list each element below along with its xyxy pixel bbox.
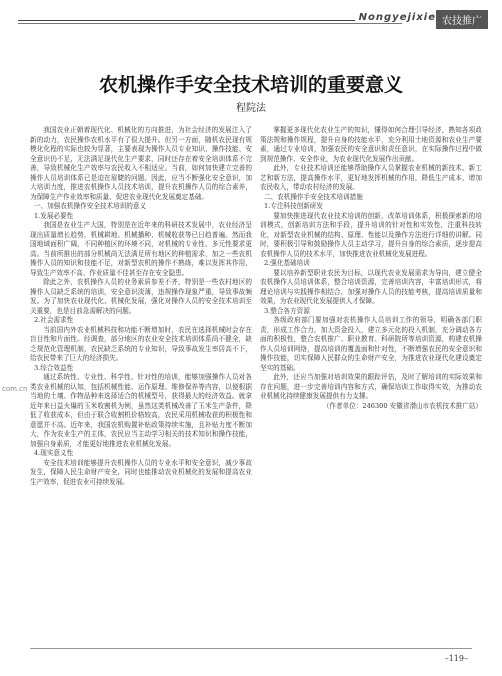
right-column-heading: 2.强化基础培训: [263, 259, 310, 267]
side-watermark: com.cn: [2, 385, 28, 393]
left-column-paragraph: 我国农业正朝着现代化、机械化的方向推进，为社会经济的发展注入了新的动力，农民操作农机水平有了很大提升。但另一方面，随机农民现有规模化化程的实际也较为显著，主要表现为操作人员专业知识、操作技能、安全意识仍不足，无法满足现代化生产要求，同时还存在着安全培训体系不完善，导致机械化生产效率与农民收入不相适应。当前，如何加快建立完善的操作人员培训体系已是迫在眉睫的问题。因此，应当不断强化安全意识，加大培训力度，推进农机操作人员技术培训，提升农机操作人员的综合素养，为保障生产作业效率和质量、促进农业现代化发展奠定基础。: [30, 126, 252, 201]
section-badge: 农技推广: [436, 10, 488, 29]
header-rule: [18, 20, 402, 21]
page-number: –119–: [444, 654, 468, 663]
left-column-heading: 3.综合效益性: [33, 363, 74, 372]
left-column-paragraph: 我国是农业生产大国，特别是在近年来的科研技术发展中，农业经济呈现出质量增长趋势，机械耕地、机械播种、机械收获等已日趋普遍。然而我国地域面积广阔，不同种植区的环境不同，对机械的专业性、多元性要求更高。当前所推出的部分机械尚无法满足所有地区的种植需求，加之一些农机操作人员的知识和技能不足，对新型农机的操作不熟练，难以发挥其作用，导致生产效率不高、作业质量不佳甚至存在安全隐患。: [30, 221, 252, 277]
page-header: [0, 12, 502, 36]
left-column-heading: 1.发展必要性: [33, 211, 74, 220]
right-column-paragraph: 掌握更多现代化农业生产的知识，懂得如何合理引导经济，熟知各项政策法规和操作规程，提升自身的技能水平，充分利用土地资源和农业生产要素，通过专业培训，加强农民的安全意识和责任意识，在实际操作过程中做到规范操作、安全作业，为农业现代化发展作出贡献。: [260, 126, 482, 163]
article-author: 程院法: [236, 103, 266, 114]
left-column: [30, 126, 252, 487]
right-column-heading: 3.整合各方资源: [263, 306, 310, 315]
right-column-paragraph: 各级政府部门要加强对农机操作人员培训工作的领导，明确各部门职责，形成工作合力，加大资金投入，建立多元化的投入机制，充分调动各方面的积极性，整合农机推广、职业教育、科研院所等培训资源，构建农机操作人员培训网络，提高培训的覆盖面和针对性，不断增强农民的安全意识和操作技能，切实保障人民群众的生命财产安全，为推进农业现代化建设奠定坚实的基础。: [260, 316, 482, 372]
right-column-paragraph: 此外，还应当加强对培训效果的跟踪评估，及时了解培训的实际效果和存在问题，进一步完善培训内容和方式，确保培训工作取得实效，为推动农业机械化持续健康发展提供有力支撑。: [260, 373, 482, 400]
journal-name: Nongyejixie: [355, 12, 440, 23]
right-column-paragraph: 要加快推进现代农业技术培训的创新，改革培训体系，积极探索新的培训模式，创新培训方法和手段，提升培训的针对性和实效性，注重科技转化，对新型农业机械的结构、原理、性能以及操作方法进行详细的讲解。同时，要积极引导和鼓励操作人员主动学习，提升自身的综合素质，逐步提高农机操作人员的技术水平，加快推进农业机械化发展进程。: [260, 211, 482, 258]
left-column-heading: 4.现实意义性: [33, 449, 74, 457]
right-column-heading: 1.专注科技创新研发: [263, 202, 323, 210]
right-column: [260, 126, 482, 411]
left-column-paragraph: 安全技术培训能够提升农机操作人员的专业水平和安全意识，减少事故发生，保障人民生命财产安全，同时也能推动农业机械化的发展和提高农业生产效率，促进农业可持续发展。: [30, 458, 252, 486]
right-column-paragraph: 要以培养新型职业农民为目标，以现代农业发展需求为导向，建立健全农机操作人员培训体系，整合培训资源，完善培训内容，丰富培训形式，将理论培训与实践操作相结合，加强对操作人员的技能考核，提高培训质量和效果，为农业现代化发展提供人才保障。: [260, 268, 482, 305]
footer-rule: [30, 648, 472, 649]
left-column-paragraph: 除此之外，农机操作人员的业务素质参差不齐，特别是一些农村地区的操作人员缺乏系统的培训，安全意识淡薄，违规操作现象严重，导致事故频发。为了加快农业现代化、机械化发展，强化对操作人员的安全技术培训至关重要，也是目前急需解决的问题。: [30, 278, 252, 315]
right-column-heading: 二、农机操作手安全技术培训措施: [263, 192, 363, 201]
right-column-paragraph: 此外，专业技术培训还能够帮助操作人员掌握农业机械的新技术、新工艺和新方法，提高操作水平，更好地发挥机械的作用，降低生产成本，增加农民收入，带动农村经济的发展。: [260, 164, 482, 191]
left-column-heading: 一、加强农机操作安全技术培训的意义: [33, 202, 147, 210]
left-column-paragraph: 当前国内外农业机械科技和功能不断增加时，农民在选择机械时会存在盲目性和片面性。经调查，部分地区的农业安全技术培训体系尚不健全，缺乏规范化管理机制，农民缺乏系统的专业知识，导致事故发生率居高不下，给农民带来了巨大的经济损失。: [30, 325, 252, 362]
right-column-author-affiliation: （作者单位：246300 安徽省潜山市农机技术推广站）: [322, 401, 482, 410]
left-column-paragraph: 通过系统性、专业性、科学性、针对性的培训，能够加强操作人员对各类农业机械的认知，包括机械性能、运作原理、维修保养等内容，以便根据当地的土壤、作物品种来选择适合的机械型号，获得最大的经济效益。就拿近年来日益火爆的玉米收割机为例，虽然这类机械改善了玉米生产条件，降低了收获成本，但由于联合收割机价格较高，农民采用机械收获的积极性和意愿并不高。近年来，我国农机购置补贴政策持续实施，且补贴力度不断加大，作为农业生产的主体，农民应当主动学习相关的技术知识和操作技能，加强自身素质，才能更好地推进农业机械化发展。: [30, 373, 252, 448]
left-column-heading: 2.社会需求性: [33, 316, 74, 324]
header-rule-secondary: [18, 23, 402, 24]
article-title: 农机操作手安全技术培训的重要意义: [98, 74, 403, 96]
